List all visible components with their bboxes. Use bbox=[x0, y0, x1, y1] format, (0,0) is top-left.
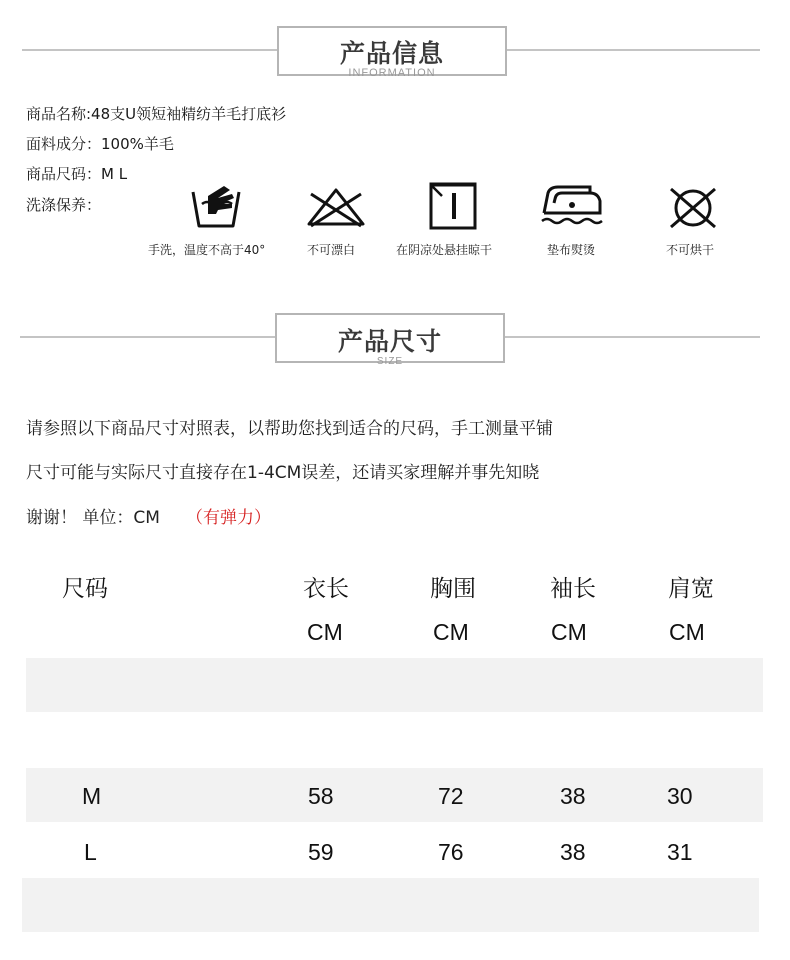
care-label-hand-wash: 手洗，温度不高于40° bbox=[148, 243, 266, 257]
header-rule-left bbox=[22, 49, 278, 51]
care-label-line-dry: 在阴凉处悬挂晾干 bbox=[396, 243, 493, 257]
info-section-title: 产品信息 bbox=[339, 39, 444, 68]
info-section-subtitle: INFORMATION bbox=[348, 67, 436, 79]
table-cell-sleeve: 38 bbox=[560, 783, 586, 809]
table-unit-sleeve: CM bbox=[551, 619, 587, 645]
size-note-line1: 请参照以下商品尺寸对照表，以帮助您找到适合的尺码，手工测量平铺 bbox=[26, 419, 553, 439]
size-note-line2: 尺寸可能与实际尺寸直接存在1-4CM误差，还请买家理解并事先知晓 bbox=[26, 463, 540, 483]
iron-with-cloth-icon bbox=[540, 181, 606, 231]
care-instructions-label: 洗涤保养： bbox=[26, 196, 102, 214]
table-cell-length: 58 bbox=[308, 783, 334, 809]
size-header-rule-left bbox=[20, 336, 276, 338]
table-cell-shoulder: 31 bbox=[667, 839, 693, 865]
product-sizes: 商品尺码：M L bbox=[26, 165, 128, 183]
table-cell-sleeve: 38 bbox=[560, 839, 586, 865]
table-cell-size: M bbox=[82, 783, 102, 809]
table-cell-shoulder: 30 bbox=[667, 783, 693, 809]
table-stripe bbox=[22, 878, 759, 932]
care-label-no-bleach: 不可漂白 bbox=[307, 243, 356, 257]
header-rule-right bbox=[506, 49, 760, 51]
table-unit-shoulder: CM bbox=[669, 619, 705, 645]
hand-wash-icon bbox=[188, 180, 244, 230]
no-tumble-dry-icon bbox=[665, 185, 721, 231]
product-name: 商品名称:48支U领短袖精纺羊毛打底衫 bbox=[26, 105, 287, 123]
table-cell-chest: 76 bbox=[438, 839, 464, 865]
table-cell-length: 59 bbox=[308, 839, 334, 865]
table-header-sleeve: 袖长 bbox=[550, 576, 596, 602]
size-section-title: 产品尺寸 bbox=[337, 327, 442, 356]
size-section-header bbox=[275, 313, 505, 367]
care-label-no-tumble-dry: 不可烘干 bbox=[666, 243, 715, 257]
size-header-rule-right bbox=[504, 336, 760, 338]
table-header-size: 尺码 bbox=[62, 576, 108, 602]
unit-note: 谢谢！ 单位：CM bbox=[26, 508, 160, 528]
table-stripe bbox=[26, 768, 763, 822]
table-unit-chest: CM bbox=[433, 619, 469, 645]
table-unit-length: CM bbox=[307, 619, 343, 645]
line-dry-shade-icon bbox=[428, 181, 480, 231]
info-section-header bbox=[277, 26, 507, 79]
elastic-note: （有弹力） bbox=[185, 508, 271, 528]
table-header-length: 衣长 bbox=[303, 576, 349, 602]
table-cell-size: L bbox=[84, 839, 97, 865]
table-header-shoulder: 肩宽 bbox=[668, 576, 714, 602]
table-stripe bbox=[26, 658, 763, 712]
table-header-chest: 胸围 bbox=[430, 576, 476, 602]
table-cell-chest: 72 bbox=[438, 783, 464, 809]
care-label-iron: 垫布熨烫 bbox=[547, 243, 596, 257]
size-note-line3 bbox=[26, 503, 271, 528]
product-material: 面料成分：100%羊毛 bbox=[26, 135, 174, 153]
size-section-subtitle: SIZE bbox=[376, 356, 404, 367]
no-bleach-icon bbox=[305, 186, 367, 228]
